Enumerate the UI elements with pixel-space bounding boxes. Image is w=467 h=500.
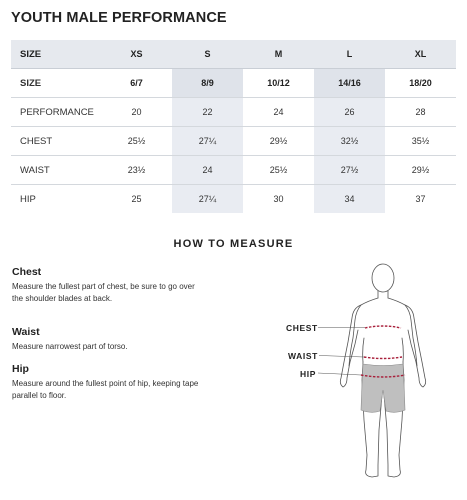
table-cell: 30 bbox=[273, 194, 284, 204]
figure-label-hip: HIP bbox=[300, 369, 316, 379]
table-cell: 35½ bbox=[385, 127, 456, 156]
header-cell: L bbox=[314, 40, 385, 69]
measure-heading: Waist bbox=[12, 326, 40, 338]
waist-pointer-line bbox=[319, 356, 364, 358]
how-to-measure-title: HOW TO MEASURE bbox=[173, 238, 294, 250]
header-cell: XL bbox=[385, 40, 456, 69]
figure-waist bbox=[363, 338, 404, 362]
row-label: PERFORMANCE bbox=[11, 98, 101, 127]
page-title: YOUTH MALE PERFORMANCE bbox=[11, 10, 227, 26]
table-cell: 27½ bbox=[314, 156, 385, 185]
measure-text: Measure around the fullest point of hip, keeping tape parallel to floor. bbox=[12, 379, 199, 400]
row-label: SIZE bbox=[11, 69, 101, 98]
row-label: CHEST bbox=[11, 127, 101, 156]
row-label: HIP bbox=[20, 193, 36, 205]
header-cell: XS bbox=[101, 40, 172, 69]
table-cell: 27¼ bbox=[172, 185, 243, 214]
table-cell: 37 bbox=[415, 194, 426, 204]
row-label: WAIST bbox=[11, 156, 101, 185]
table-cell: 28 bbox=[385, 98, 456, 127]
table-cell: 32½ bbox=[314, 127, 385, 156]
table-cell: 25 bbox=[131, 194, 142, 204]
table-cell: 20 bbox=[101, 98, 172, 127]
table-cell: 8/9 bbox=[172, 69, 243, 98]
table-cell: 10/12 bbox=[243, 69, 314, 98]
chest-measure-line bbox=[365, 326, 401, 328]
waist-measure-line bbox=[364, 357, 402, 359]
figure-label-waist: WAIST bbox=[288, 351, 318, 361]
figure-head bbox=[372, 264, 394, 292]
table-cell: 14/16 bbox=[314, 69, 385, 98]
header-label: SIZE bbox=[11, 40, 101, 69]
figure-right-arm bbox=[405, 305, 426, 387]
table-cell: 18/20 bbox=[385, 69, 456, 98]
table-cell: 23½ bbox=[101, 156, 172, 185]
table-cell: 26 bbox=[314, 98, 385, 127]
table-cell: 24 bbox=[172, 156, 243, 185]
table-cell: 27¼ bbox=[172, 127, 243, 156]
table-cell: 29½ bbox=[243, 127, 314, 156]
figure-label-chest: CHEST bbox=[286, 323, 318, 333]
table-cell: 25½ bbox=[243, 156, 314, 185]
table-cell: 25½ bbox=[101, 127, 172, 156]
header-cell: M bbox=[243, 40, 314, 69]
table-cell: 6/7 bbox=[101, 69, 172, 98]
measure-heading: Chest bbox=[12, 266, 42, 278]
figure-torso bbox=[349, 298, 417, 366]
measure-text: Measure the fullest part of chest, be sure to go over the shoulder blades at back. bbox=[12, 282, 195, 303]
header-cell: S bbox=[172, 40, 243, 69]
measure-text: Measure narrowest part of torso. bbox=[12, 342, 128, 351]
measure-heading: Hip bbox=[12, 363, 29, 375]
hip-pointer-line bbox=[318, 373, 361, 375]
table-cell: 22 bbox=[172, 98, 243, 127]
figure-shorts bbox=[361, 364, 405, 412]
table-cell: 29½ bbox=[385, 156, 456, 185]
table-cell: 34 bbox=[314, 185, 385, 214]
table-cell: 24 bbox=[243, 98, 314, 127]
